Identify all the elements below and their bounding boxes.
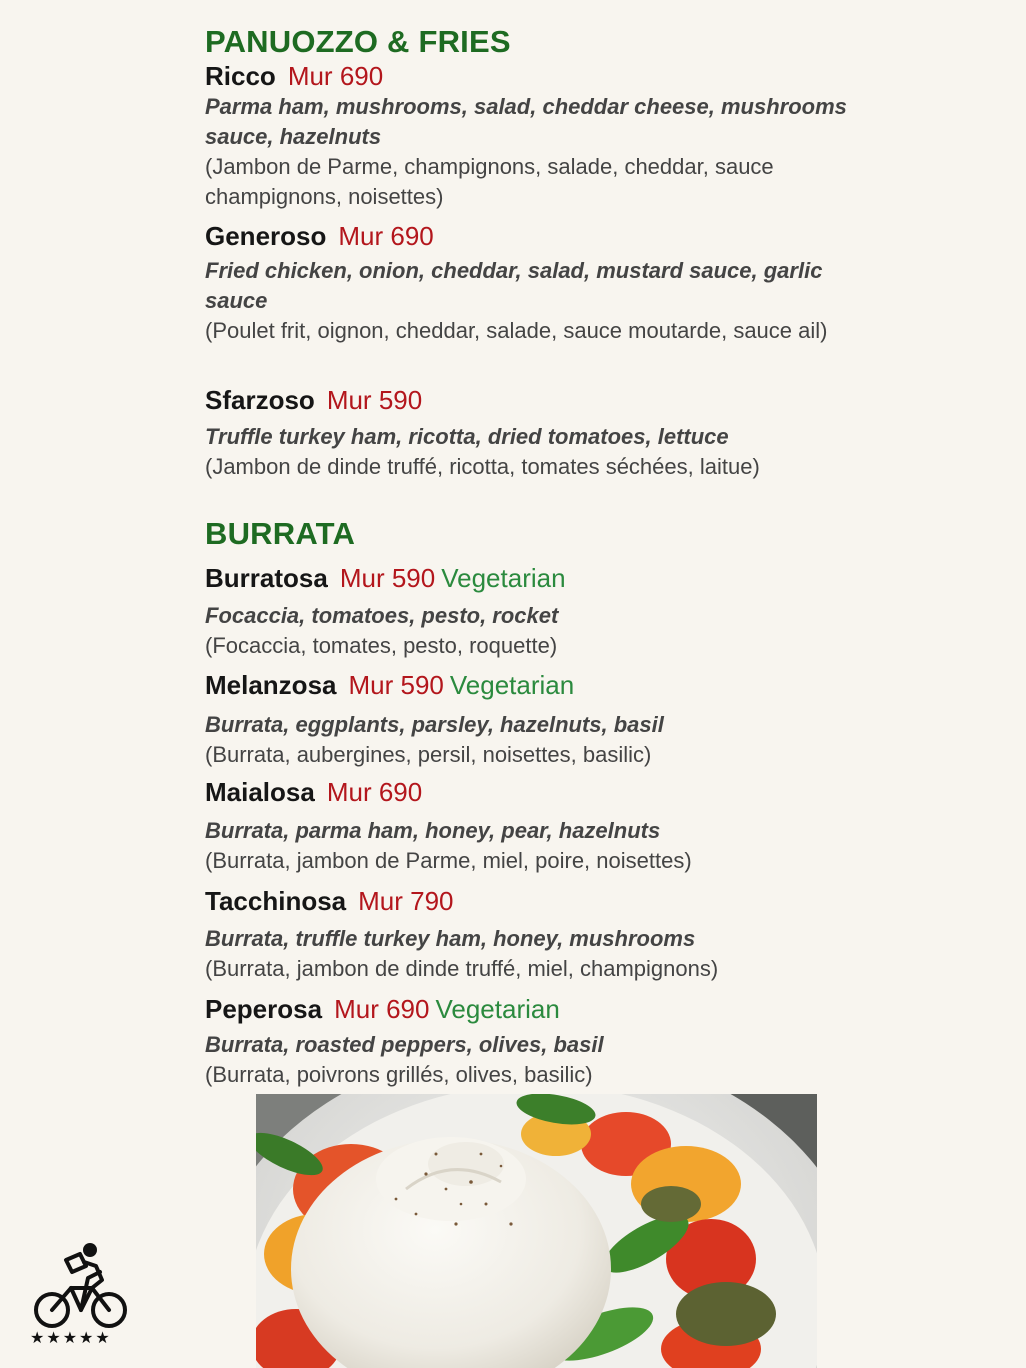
item-price: Mur 690 [338,221,434,251]
item-name: Melanzosa [205,670,337,700]
item-description-en: Truffle turkey ham, ricotta, dried tomatoes, lettuce [205,424,729,449]
star-icon: ★ [46,1328,63,1347]
vegetarian-tag: Vegetarian [435,994,560,1024]
item-price: Mur 590 [339,563,436,593]
menu-item-peperosa [205,994,560,1025]
item-price: Mur 690 [287,61,384,91]
item-name: Generoso [205,221,327,251]
menu-item-melanzosa [205,670,574,701]
item-name: Tacchinosa [205,886,347,916]
item-description-fr: (Burrata, poivrons grillés, olives, basilic) [205,1062,593,1087]
delivery-logo [26,1240,138,1350]
item-description-fr: (Burrata, jambon de dinde truffé, miel, champignons) [205,956,719,981]
item-price: Mur 790 [358,886,454,916]
item-description-fr: (Poulet frit, oignon, cheddar, salade, sauce moutarde, sauce ail) [205,318,828,343]
item-name: Maialosa [205,777,315,807]
item-name: Burratosa [205,563,328,593]
section-title-burrata: BURRATA [205,516,356,551]
item-description-en: Burrata, eggplants, parsley, hazelnuts, basil [205,712,664,737]
item-name: Ricco [205,61,276,91]
item-name: Peperosa [205,994,323,1024]
menu-item-maialosa [205,777,422,808]
burrata-dish-illustration [256,1094,817,1368]
item-description-en: Burrata, truffle turkey ham, honey, mushrooms [205,926,696,951]
item-price: Mur 590 [348,670,444,700]
menu-item-generoso [205,221,434,252]
vegetarian-tag: Vegetarian [449,670,575,700]
menu-item-burratosa [205,563,566,594]
item-description-fr: (Jambon de Parme, champignons, salade, cheddar, sauce champignons, noisettes) [205,154,774,209]
star-icon: ★ [95,1328,112,1347]
item-description-en: Burrata, roasted peppers, olives, basil [205,1032,604,1057]
menu-item-ricco [205,61,383,92]
item-description-en: Focaccia, tomatoes, pesto, rocket [205,603,559,628]
menu-item-tacchinosa [205,886,454,917]
item-description-fr: (Focaccia, tomates, pesto, roquette) [205,633,558,658]
star-icon: ★ [30,1328,47,1347]
item-price: Mur 690 [326,777,423,807]
item-name: Sfarzoso [205,385,315,415]
menu-item-sfarzoso [205,385,422,416]
rating-stars [30,1328,112,1347]
item-description-fr: (Jambon de dinde truffé, ricotta, tomates séchées, laitue) [205,454,760,479]
item-price: Mur 590 [326,385,423,415]
item-description-en: Parma ham, mushrooms, salad, cheddar cheese, mushrooms sauce, hazelnuts [205,94,847,149]
star-icon: ★ [79,1328,96,1347]
item-description-en: Fried chicken, onion, cheddar, salad, mustard sauce, garlic sauce [205,258,823,313]
item-price: Mur 690 [334,994,430,1024]
item-description-fr: (Burrata, jambon de Parme, miel, poire, noisettes) [205,848,692,873]
vegetarian-tag: Vegetarian [441,563,566,593]
item-description-fr: (Burrata, aubergines, persil, noisettes, basilic) [205,742,652,767]
burrata-photo [256,1094,817,1368]
section-title-panuozzo: PANUOZZO & FRIES [205,24,511,59]
star-icon: ★ [62,1328,80,1347]
item-description-en: Burrata, parma ham, honey, pear, hazelnuts [205,818,661,843]
